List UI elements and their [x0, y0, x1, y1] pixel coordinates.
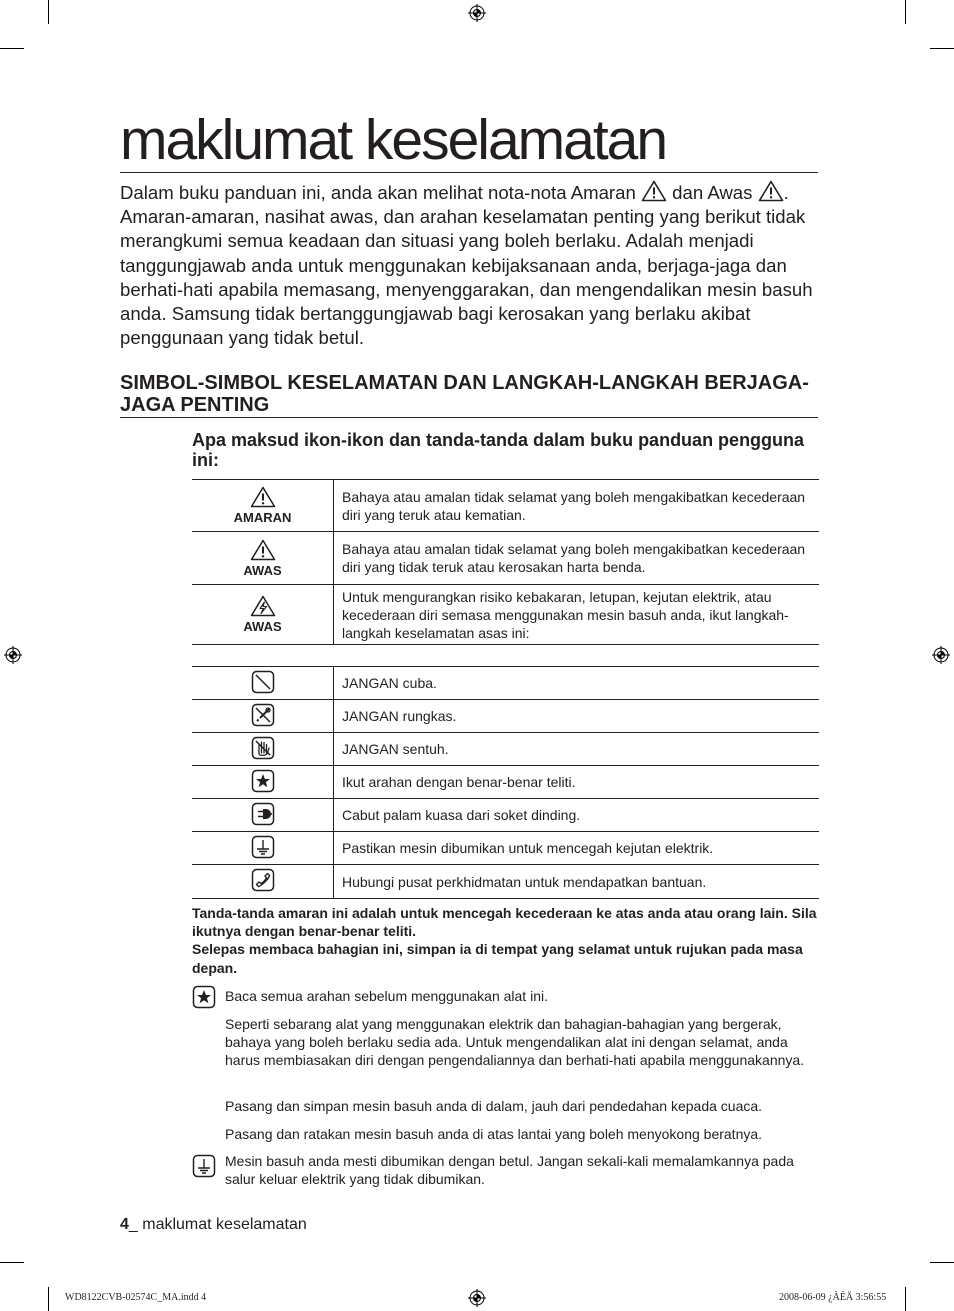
registration-mark-icon: [932, 646, 950, 664]
do-not-attempt-icon: [251, 670, 275, 694]
intro-paragraph: [120, 180, 820, 350]
follow-directions-star-icon: [192, 985, 216, 1009]
table-icon-cell: [192, 733, 334, 766]
warning-table: [192, 479, 819, 645]
instruction-item: Mesin basuh anda mesti dibumikan dengan betul. Jangan sekali-kali memalamkannya pada salur keluar elektrik yang tidak dibumikan.: [225, 1153, 794, 1187]
crop-mark: [0, 48, 24, 49]
table-icon-cell: [192, 480, 334, 532]
notice-line: Tanda-tanda amaran ini adalah untuk mencegah kecederaan ke atas anda atau orang lain. Sila ikutnya dengan benar-benar teliti.: [192, 905, 817, 940]
instruction-item: Seperti sebarang alat yang menggunakan elektrik dan bahagian-bahagian yang bergerak, bahaya yang boleh berlaku sedia ada. Untuk mengendalikan alat ini dengan selamat, anda harus membiasakan diri dengan pengendaliannya dan berhati-hati apabila menggunakannya.: [225, 1016, 805, 1068]
notice-line: Selepas membaca bahagian ini, simpan ia di tempat yang selamat untuk rujukan pada masa depan.: [192, 941, 803, 976]
caution-triangle-icon: [758, 180, 784, 202]
page-footer: [120, 1216, 307, 1234]
table-row: [192, 667, 819, 700]
table-text: JANGAN sentuh.: [334, 733, 820, 766]
warning-triangle-icon: [641, 180, 667, 202]
table-icon-cell: [192, 832, 334, 865]
table-text: Pastikan mesin dibumikan untuk mencegah kejutan elektrik.: [334, 832, 820, 865]
sub-heading: Apa maksud ikon-ikon dan tanda-tanda dalam buku panduan pengguna ini:: [192, 430, 805, 470]
footer-label: _ maklumat keselamatan: [128, 1216, 307, 1233]
table-text: Cabut palam kuasa dari soket dinding.: [334, 799, 820, 832]
table-icon-cell: [192, 799, 334, 832]
table-row: [192, 480, 819, 532]
icon-label: AWAS: [243, 562, 282, 578]
crop-mark: [905, 0, 906, 24]
table-text: Ikut arahan dengan benar-benar teliti.: [334, 766, 820, 799]
table-text: Untuk mengurangkan risiko kebakaran, letupan, kejutan elektrik, atau kecederaan diri semasa menggunakan mesin basuh anda, ikut langkah-langkah keselamatan asas ini:: [334, 585, 820, 645]
slug-file: WD8122CVB-02574C_MA.indd 4: [65, 1292, 207, 1303]
registration-mark-icon: [468, 1289, 486, 1307]
table-row: [192, 766, 819, 799]
registration-mark-icon: [4, 646, 22, 664]
do-not-touch-icon: [251, 736, 275, 760]
table-icon-cell: [192, 667, 334, 700]
registration-mark-icon: [468, 4, 486, 22]
intro-text: Amaran-amaran, nasihat awas, dan arahan keselamatan penting yang berikut tidak merangkumi semua keadaan dan situasi yang boleh berlaku. Adalah menjadi tanggungjawab anda untuk menggunakan kebijaksanaan anda, berjaga-jaga dan berhati-hati apabila memasang, menyenggarakan, dan mengendalikan mesin basuh anda. Samsung tidak bertanggungjawab bagi kerosakan yang berlaku akibat penggunaan yang tidak betul.: [120, 206, 813, 349]
electric-shock-triangle-icon: [250, 595, 276, 617]
crop-mark: [48, 0, 49, 24]
table-icon-cell: [192, 532, 334, 585]
table-icon-cell: [192, 700, 334, 733]
table-row: [192, 585, 819, 645]
table-text: Bahaya atau amalan tidak selamat yang boleh mengakibatkan kecederaan diri yang teruk atau kematian.: [334, 480, 820, 532]
table-icon-cell: [192, 865, 334, 899]
crop-mark: [930, 48, 954, 49]
table-row: [192, 832, 819, 865]
page-title: maklumat keselamatan: [120, 108, 818, 173]
intro-text: .: [783, 182, 789, 203]
table-icon-cell: [192, 766, 334, 799]
ground-icon: [192, 1154, 216, 1178]
table-row: [192, 733, 819, 766]
do-not-disassemble-icon: [251, 703, 275, 727]
page-number: 4: [120, 1216, 129, 1233]
table-row: [192, 532, 819, 585]
slug-timestamp: 2008-06-09 ¿ÀÈÄ 3:56:55: [779, 1292, 887, 1303]
crop-mark: [930, 1262, 954, 1263]
icon-label: AWAS: [243, 619, 282, 634]
safety-notice: [192, 904, 822, 977]
icon-label: AMARAN: [233, 510, 292, 525]
section-heading: SIMBOL-SIMBOL KESELAMATAN DAN LANGKAH-LANGKAH BERJAGA-JAGA PENTING: [120, 372, 818, 418]
table-icon-cell: [192, 585, 334, 645]
ground-icon: [251, 835, 275, 859]
table-text: Hubungi pusat perkhidmatan untuk mendapatkan bantuan.: [334, 865, 820, 899]
instruction-item: Pasang dan simpan mesin basuh anda di dalam, jauh dari pendedahan kepada cuaca.: [225, 1098, 763, 1114]
instruction-item: Baca semua arahan sebelum menggunakan alat ini.: [225, 988, 548, 1004]
warning-triangle-icon: [250, 539, 276, 561]
crop-mark: [905, 1287, 906, 1311]
intro-text: dan Awas: [672, 182, 753, 203]
intro-text: Dalam buku panduan ini, anda akan melihat nota-nota Amaran: [120, 182, 636, 203]
symbol-table: [192, 666, 819, 899]
table-text: Bahaya atau amalan tidak selamat yang boleh mengakibatkan kecederaan diri yang tidak teruk atau kerosakan harta benda.: [334, 532, 820, 585]
crop-mark: [48, 1287, 49, 1311]
phone-icon: [251, 868, 275, 892]
follow-directions-star-icon: [251, 769, 275, 793]
crop-mark: [0, 1262, 24, 1263]
table-row: [192, 799, 819, 832]
unplug-icon: [251, 802, 275, 826]
instruction-item: Pasang dan ratakan mesin basuh anda di atas lantai yang boleh menyokong beratnya.: [225, 1126, 763, 1142]
table-text: JANGAN cuba.: [334, 667, 820, 700]
warning-triangle-icon: [250, 486, 276, 508]
table-row: [192, 865, 819, 899]
table-row: [192, 700, 819, 733]
table-text: JANGAN rungkas.: [334, 700, 820, 733]
